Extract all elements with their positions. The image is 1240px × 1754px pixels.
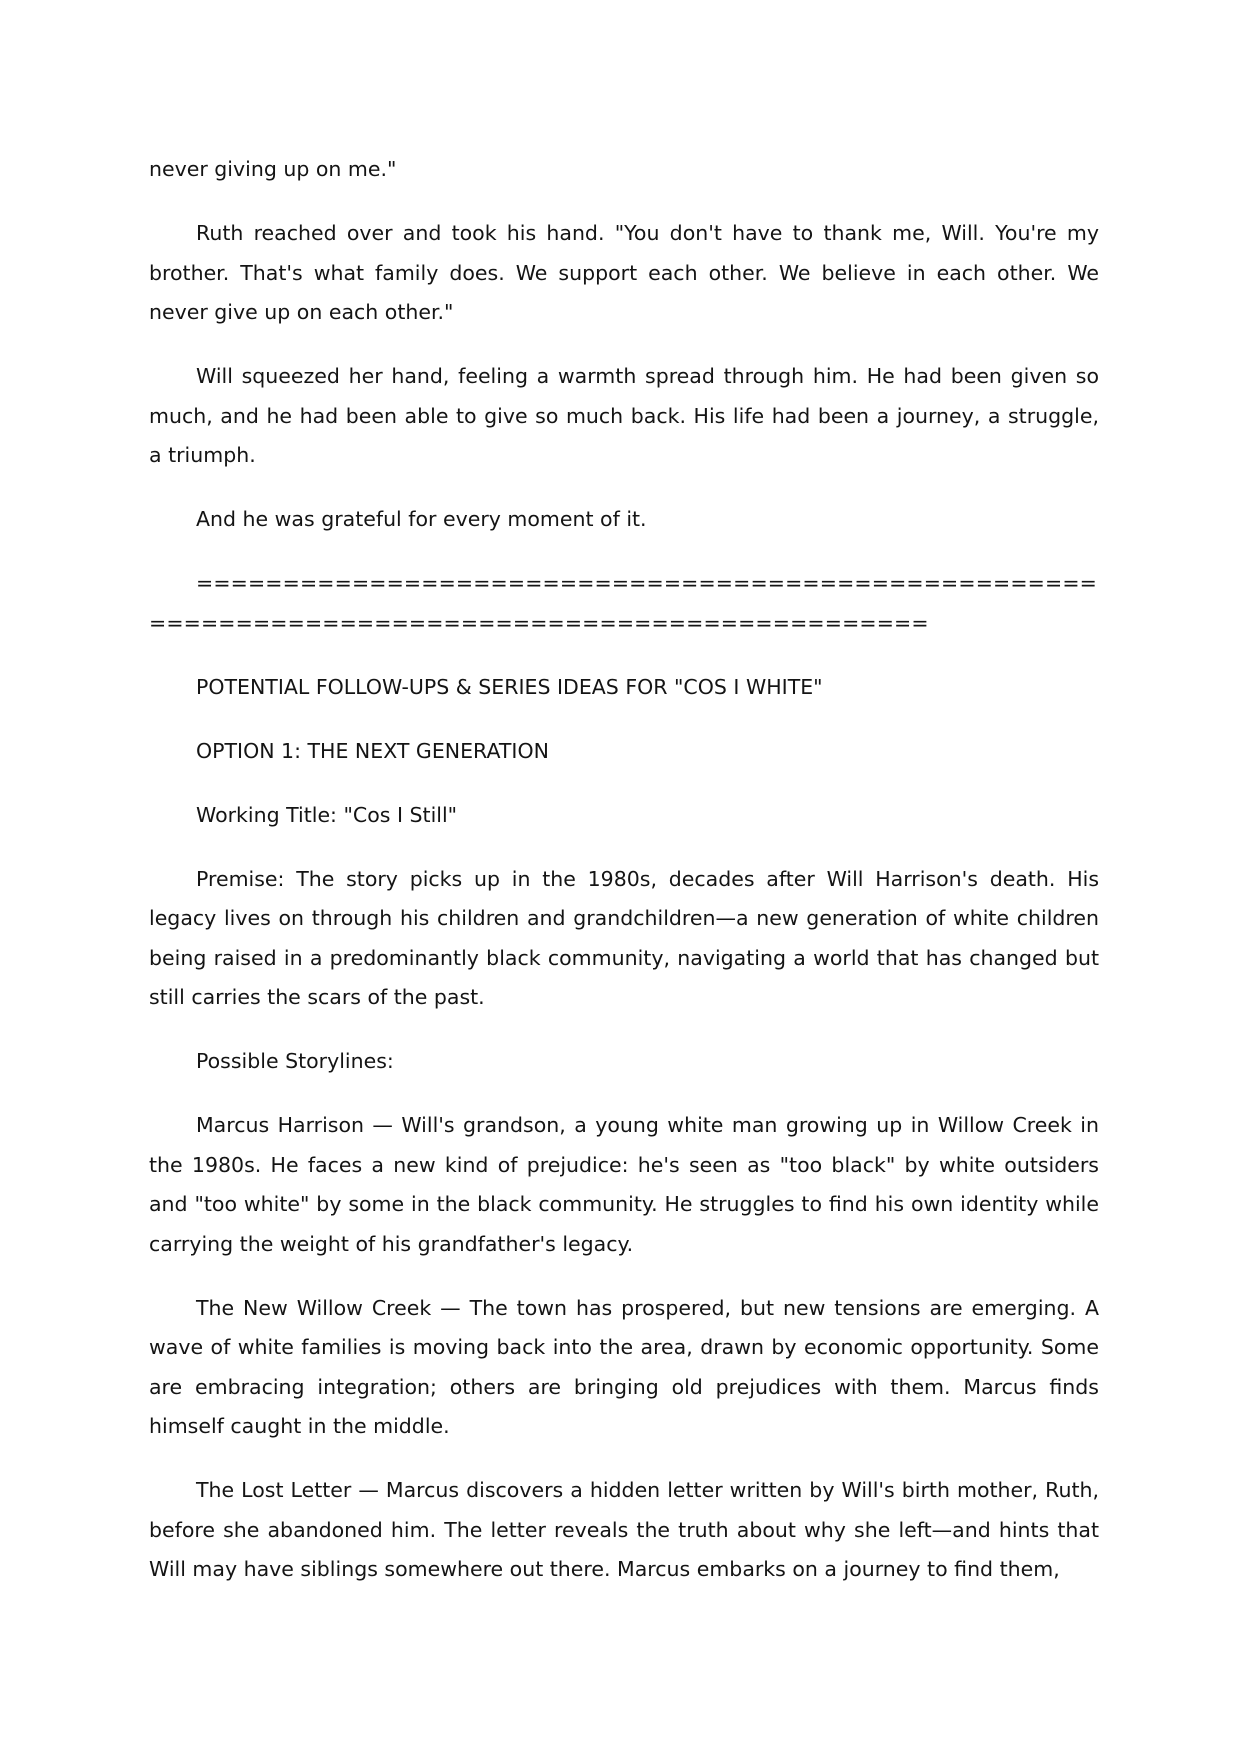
option-heading: OPTION 1: THE NEXT GENERATION [196, 738, 549, 763]
paragraph-continuation: never giving up on me." [149, 157, 397, 181]
storyline-marcus-harrison: Marcus Harrison — Will's grandson, a young white man growing up in Willow Creek in the 1980s. He faces a new kind of prejudice: he's seen as "too black" by white outsiders and "too white" by some in the black community. He struggles to find his own identity while carrying the weight of his grandfather's legacy. [149, 1113, 1099, 1256]
working-title: Working Title: "Cos I Still" [196, 802, 458, 827]
storylines-heading: Possible Storylines: [196, 1049, 394, 1073]
paragraph: Ruth reached over and took his hand. "You don't have to thank me, Will. You're my brother. That's what family does. We support each other. We believe in each other. We never give up on each other." [149, 221, 1099, 324]
paragraph: Will squeezed her hand, feeling a warmth spread through him. He had been given so much, and he had been able to give so much back. His life had been a journey, a struggle, a triumph. [149, 364, 1099, 467]
premise-paragraph: Premise: The story picks up in the 1980s, decades after Will Harrison's death. His legacy lives on through his children and grandchildren—a new generation of white children being raised in a predominantly black community, navigating a world that has changed but still carries the scars of the past. [149, 866, 1099, 1009]
document-body [149, 150, 1099, 1614]
storyline-lost-letter: The Lost Letter — Marcus discovers a hidden letter written by Will's birth mother, Ruth, before she abandoned him. The letter reveals the truth about why she left—and hints that Will may have siblings somewhere out there. Marcus embarks on a journey to find them, [149, 1478, 1099, 1581]
storyline-new-willow-creek: The New Willow Creek — The town has prospered, but new tensions are emerging. A wave of white families is moving back into the area, drawn by economic opportunity. Some are embracing integration; others are bringing old prejudices with them. Marcus finds himself caught in the middle. [149, 1295, 1099, 1438]
section-separator: ================================================================================================= [149, 571, 1097, 635]
paragraph: And he was grateful for every moment of it. [196, 507, 647, 531]
section-heading: POTENTIAL FOLLOW-UPS & SERIES IDEAS FOR "COS I WHITE" [196, 674, 823, 699]
